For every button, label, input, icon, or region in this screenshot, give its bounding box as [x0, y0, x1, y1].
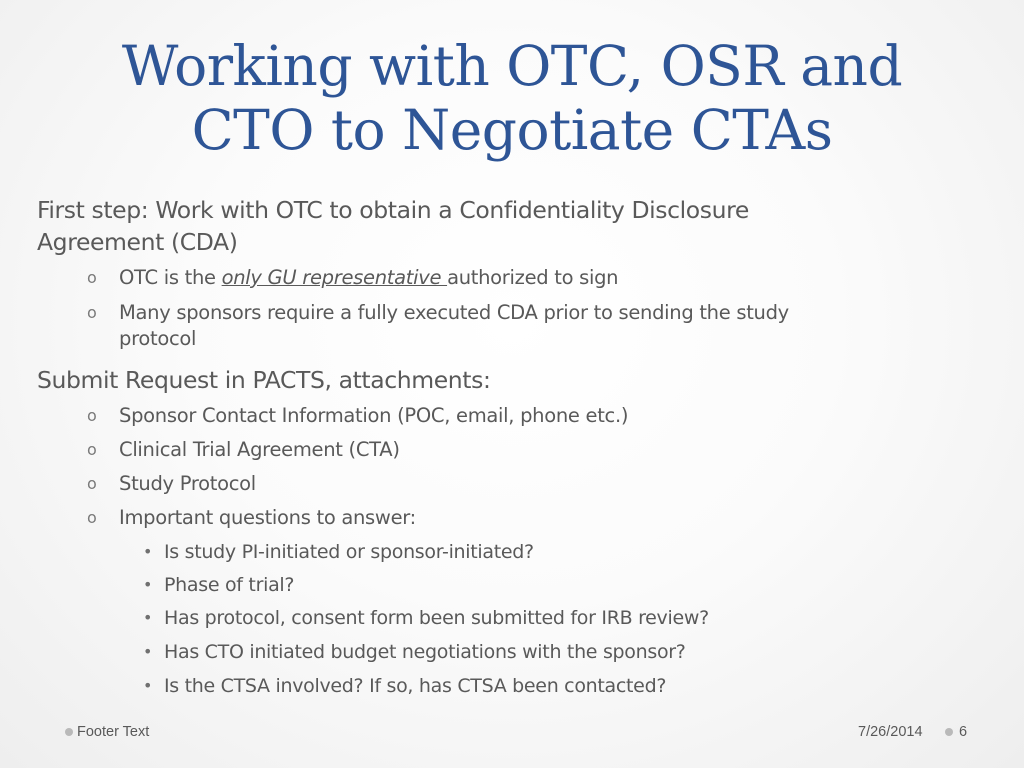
- circle-bullet-icon: o: [87, 440, 97, 459]
- circle-bullet-icon: o: [87, 303, 97, 322]
- question-item: [143, 572, 984, 598]
- list-item-sponsors-cda: [87, 300, 999, 326]
- bullet-icon: •: [143, 608, 153, 627]
- footer-date: 7/26/2014: [858, 724, 923, 740]
- item-text: Clinical Trial Agreement (CTA): [119, 438, 400, 461]
- list-item-cta: [87, 437, 999, 463]
- first-step-line-1: First step: Work with OTC to obtain a Confidentiality Disclosure: [37, 196, 749, 224]
- question-item: [143, 639, 984, 665]
- bullet-icon: •: [143, 676, 153, 695]
- item-text: Important questions to answer:: [119, 506, 416, 529]
- submit-heading: Submit Request in PACTS, attachments:: [37, 366, 491, 394]
- otc-emphasis: only GU representative: [221, 266, 448, 289]
- circle-bullet-icon: o: [87, 474, 97, 493]
- circle-bullet-icon: o: [87, 508, 97, 527]
- bullet-icon: •: [143, 575, 153, 594]
- title-line-2: CTO to Negotiate CTAs: [191, 98, 833, 162]
- list-item-study-protocol: [87, 471, 999, 497]
- list-item-sponsor-contact: [87, 403, 999, 429]
- question-item: [143, 673, 984, 699]
- question-text: Is study PI-initiated or sponsor-initiated?: [164, 541, 534, 563]
- footer-separator-dot-icon: [945, 728, 953, 736]
- item-text: Sponsor Contact Information (POC, email, phone etc.): [119, 404, 629, 427]
- title-line-1: Working with OTC, OSR and: [121, 34, 903, 98]
- first-step-line-2: Agreement (CDA): [37, 228, 238, 256]
- circle-bullet-icon: o: [87, 268, 97, 287]
- question-text: Has CTO initiated budget negotiations with the sponsor?: [164, 641, 686, 663]
- bullet-icon: •: [143, 642, 153, 661]
- list-item-otc-sign: [87, 265, 999, 291]
- question-text: Phase of trial?: [164, 574, 295, 596]
- item-text: Study Protocol: [119, 472, 256, 495]
- list-item-questions: [87, 505, 999, 531]
- otc-prefix: OTC is the: [119, 266, 222, 289]
- footer-text: Footer Text: [77, 724, 150, 740]
- question-item: [143, 605, 984, 631]
- circle-bullet-icon: o: [87, 406, 97, 425]
- footer-left-dot-icon: [65, 728, 73, 736]
- slide-number: 6: [959, 724, 968, 740]
- sponsors-line-2: protocol: [119, 327, 197, 350]
- otc-suffix: authorized to sign: [447, 266, 619, 289]
- bullet-icon: •: [143, 542, 153, 561]
- sponsors-line-1: Many sponsors require a fully executed CDA prior to sending the study: [119, 301, 789, 324]
- question-text: Is the CTSA involved? If so, has CTSA been contacted?: [164, 675, 667, 697]
- question-text: Has protocol, consent form been submitted for IRB review?: [164, 607, 709, 629]
- question-item: [143, 539, 984, 565]
